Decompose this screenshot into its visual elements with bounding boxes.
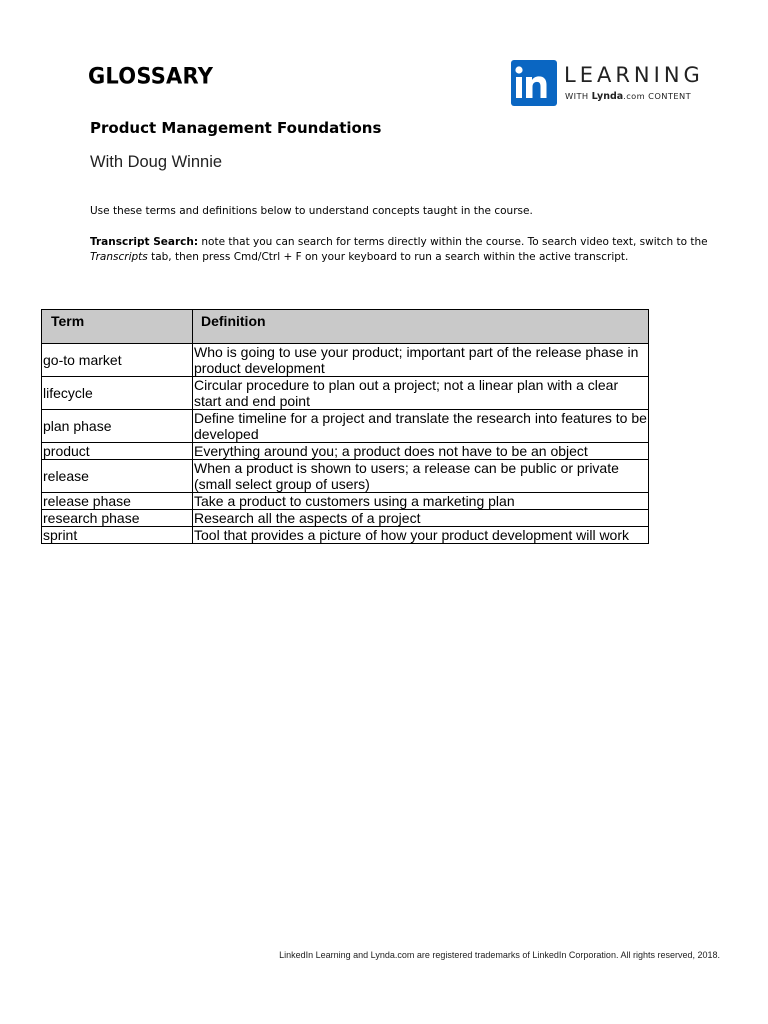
transcript-search-note: Transcript Search: note that you can search for terms directly within the course. To search video text, switch to the Transcripts tab, then press Cmd/Ctrl + F on your keyboard to run a search within the active transcript. [90,236,708,263]
linkedin-learning-logo [511,60,706,106]
definition-cell: Research all the aspects of a project [193,510,649,527]
transcript-search-label: Transcript Search: [90,236,199,248]
term-cell: research phase [42,510,193,527]
definition-cell: Define timeline for a project and translate the research into features to be developed [194,410,647,442]
definition-cell: Circular procedure to plan out a project; not a linear plan with a clear start and end point [193,377,649,410]
table-row [42,410,649,443]
logo-subtitle: WITH Lynda.com CONTENT [565,91,692,102]
table-row [42,510,649,527]
table-row [42,493,649,510]
definition-cell: When a product is shown to users; a release can be public or private (small select group of users) [193,460,649,493]
definition-column-header: Definition [193,310,649,344]
intro-text: Use these terms and definitions below to understand concepts taught in the course. [90,205,533,217]
table-row [42,443,649,460]
course-title: Product Management Foundations [90,119,382,137]
glossary-title: GLOSSARY [88,63,214,89]
footer-copyright: LinkedIn Learning and Lynda.com are registered trademarks of LinkedIn Corporation. All rights reserved, 2018. [279,950,720,960]
term-cell: release [42,460,193,493]
definition-cell: Everything around you; a product does not have to be an object [193,443,649,460]
term-cell: go-to market [42,344,193,377]
term-cell: plan phase [42,410,193,443]
term-cell: release phase [42,493,193,510]
table-row [42,377,649,410]
course-author: With Doug Winnie [90,153,223,171]
glossary-table [41,309,649,544]
definition-cell: Take a product to customers using a marketing plan [193,493,649,510]
definition-cell: Who is going to use your product; important part of the release phase in product development [193,344,649,377]
term-column-header: Term [42,310,193,344]
logo-wordmark: LEARNING [564,63,704,87]
transcripts-tab-name: Transcripts [90,251,148,263]
table-row [42,344,649,377]
definition-cell: Tool that provides a picture of how your product development will work [193,527,649,544]
table-header-row [42,310,649,344]
term-cell: product [42,443,193,460]
table-row [42,527,649,544]
term-cell: lifecycle [42,377,193,410]
table-row [42,460,649,493]
term-cell: sprint [42,527,193,544]
linkedin-in-icon [511,60,557,106]
